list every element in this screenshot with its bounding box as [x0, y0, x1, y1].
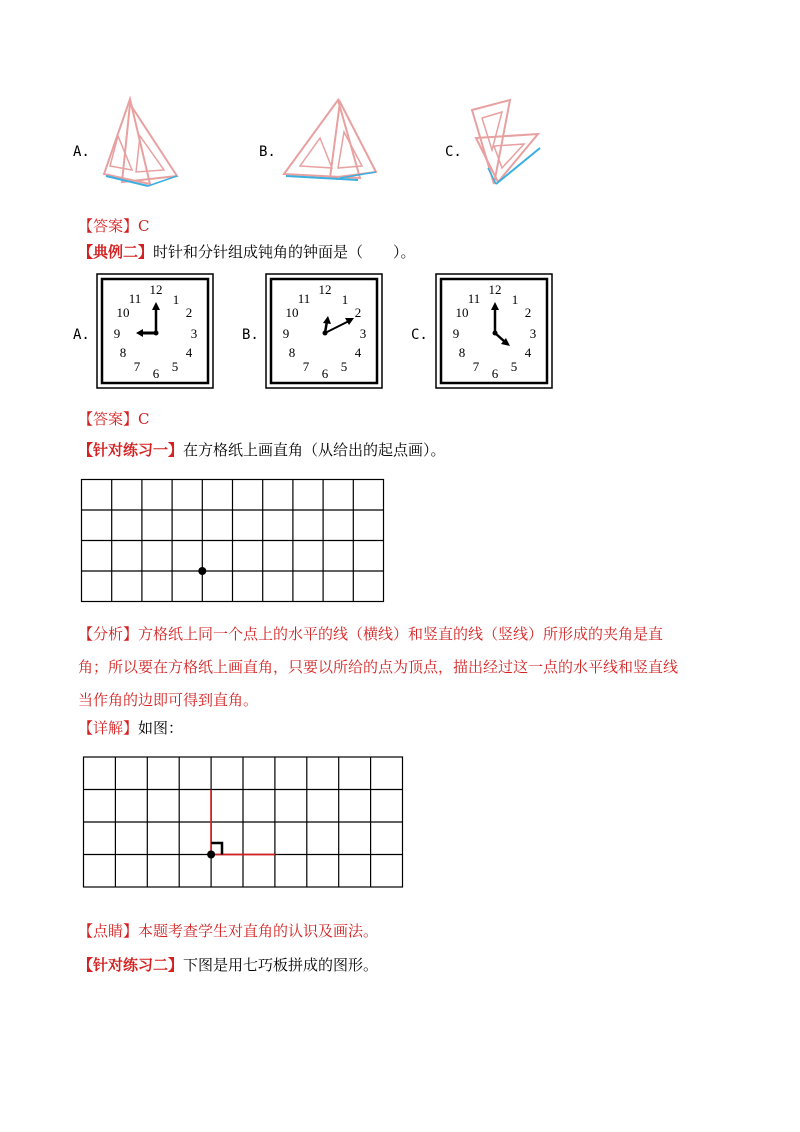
detail-line — [78, 717, 183, 738]
clock-number: 10 — [116, 305, 130, 320]
point-line — [78, 920, 378, 941]
practice-1-question — [78, 439, 446, 460]
clock-number: 12 — [149, 282, 163, 297]
practice-2-question — [78, 954, 378, 975]
detail-tag: 【详解】 — [78, 719, 139, 737]
clock-number: 1 — [341, 292, 349, 307]
clock-number: 7 — [133, 359, 141, 374]
clock-number: 4 — [524, 345, 532, 360]
clock-number: 8 — [119, 345, 127, 360]
clock-number: 6 — [491, 366, 499, 381]
clock-number: 7 — [302, 359, 310, 374]
clock-number: 12 — [488, 282, 502, 297]
analysis-line-2: 角；所以要在方格纸上画直角，只要以所给的点为顶点，描出经过这一点的水平线和竖直线 — [78, 658, 679, 676]
option-a-label: A. — [73, 144, 90, 160]
question-text: 时针和分针组成钝角的钟面是（ ）。 — [153, 243, 416, 261]
clock-number: 9 — [452, 326, 460, 341]
analysis-line-1: 【分析】方格纸上同一个点上的水平的线（横线）和竖直的线（竖线）所形成的夹角是直 — [78, 625, 664, 643]
answer-2 — [78, 408, 150, 429]
question-text: 下图是用七巧板拼成的图形。 — [183, 956, 379, 974]
example-tag: 【典例二】 — [78, 243, 154, 261]
clock-b-label: B. — [242, 327, 259, 343]
clock-number: 2 — [185, 305, 193, 320]
start-point — [198, 567, 206, 575]
clock-number: 3 — [359, 326, 367, 341]
option-c-label: C. — [445, 144, 462, 160]
vertex-point — [207, 851, 215, 859]
clock-number: 7 — [472, 359, 480, 374]
answer-1 — [78, 215, 150, 236]
clock-a-label: A. — [73, 327, 90, 343]
clock-number: 8 — [288, 345, 296, 360]
answer-value: C — [138, 410, 150, 428]
analysis-tag: 【分析】 — [78, 625, 139, 643]
clock-number: 9 — [113, 326, 121, 341]
clock-number: 6 — [152, 366, 160, 381]
clock-face-c — [435, 273, 553, 389]
clock-number: 2 — [354, 305, 362, 320]
clock-number: 3 — [190, 326, 198, 341]
triangle-ruler-set-icon — [92, 96, 182, 188]
practice-tag: 【针对练习二】 — [78, 956, 184, 974]
solution-grid — [82, 755, 406, 889]
clock-number: 3 — [529, 326, 537, 341]
clock-face-b — [265, 273, 383, 389]
clock-number: 1 — [511, 292, 519, 307]
clock-number: 12 — [318, 282, 332, 297]
clock-number: 10 — [285, 305, 299, 320]
clock-number: 4 — [354, 345, 362, 360]
clock-c-label: C. — [411, 327, 428, 343]
clock-number: 5 — [171, 359, 179, 374]
point-tag: 【点睛】 — [78, 922, 139, 940]
triangle-ruler-set-icon — [280, 98, 380, 184]
detail-text: 如图： — [138, 719, 184, 737]
analysis-line-3: 当作角的边即可得到直角。 — [78, 691, 259, 709]
clock-face-a — [96, 273, 214, 389]
example-2-question — [78, 241, 416, 262]
clock-number: 6 — [321, 366, 329, 381]
clock-number: 9 — [282, 326, 290, 341]
clock-number: 10 — [455, 305, 469, 320]
clock-number: 11 — [297, 291, 311, 306]
point-text: 本题考查学生对直角的认识及画法。 — [138, 922, 379, 940]
clock-number: 5 — [510, 359, 518, 374]
answer-value: C — [138, 217, 150, 235]
clock-number: 4 — [185, 345, 193, 360]
answer-tag: 【答案】 — [78, 410, 139, 428]
clock-number: 8 — [458, 345, 466, 360]
answer-tag: 【答案】 — [78, 217, 139, 235]
analysis-paragraph — [78, 618, 758, 717]
triangle-ruler-set-icon — [468, 98, 548, 188]
grid-paper — [80, 478, 386, 604]
practice-tag: 【针对练习一】 — [78, 441, 184, 459]
question-text: 在方格纸上画直角（从给出的起点画）。 — [183, 441, 446, 459]
clock-number: 1 — [172, 292, 180, 307]
clock-number: 11 — [467, 291, 481, 306]
option-b-label: B. — [259, 144, 276, 160]
clock-number: 5 — [340, 359, 348, 374]
clock-number: 11 — [128, 291, 142, 306]
clock-number: 2 — [524, 305, 532, 320]
